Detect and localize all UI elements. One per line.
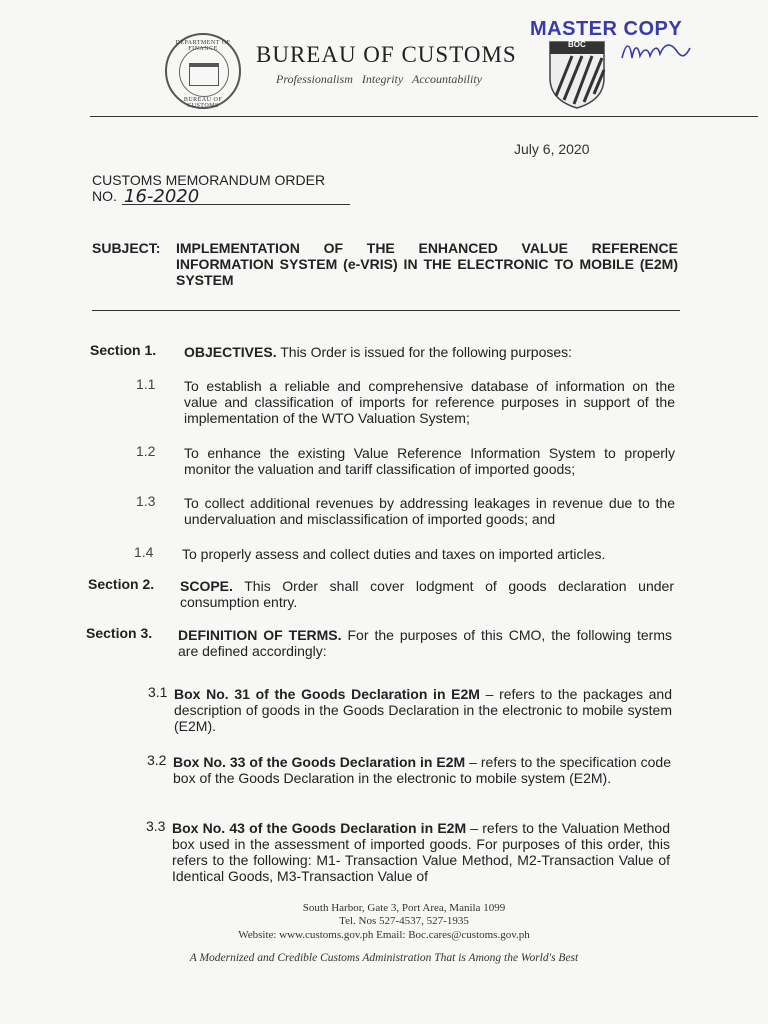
order-number-underline — [122, 204, 350, 205]
footer-address: South Harbor, Gate 3, Port Area, Manila 1099 — [302, 902, 506, 914]
order-title: CUSTOMS MEMORANDUM ORDER — [92, 172, 326, 188]
item-3-1-definition: – refers to the packages and description of goods in the Goods Declaration in the electronic to mobile system (E2M). — [174, 686, 672, 734]
item-3-2-text — [173, 754, 671, 786]
item-3-1-text — [174, 686, 672, 734]
subject-divider — [92, 310, 680, 311]
subject-label: SUBJECT: — [92, 240, 161, 256]
item-1-3-text: To collect additional revenues by addressing leakages in revenue due to the undervaluation and misclassification of imported goods; and — [184, 495, 675, 527]
item-1-4-num: 1.4 — [134, 544, 154, 560]
bureau-title: BUREAU OF CUSTOMS — [256, 42, 517, 67]
bureau-tagline: Professionalism Integrity Accountability — [276, 72, 482, 86]
building-icon — [189, 63, 219, 86]
footer-telephone: Tel. Nos 527-4537, 527-1935 — [339, 915, 469, 927]
item-3-3-term: Box No. 43 of the Goods Declaration in E2M — [172, 820, 467, 836]
seal-top-text: DEPARTMENT OF FINANCE — [175, 40, 231, 52]
section-1-heading-line — [184, 344, 674, 360]
seal-bottom-text: BUREAU OF CUSTOMS — [183, 97, 223, 109]
section-1-intro: This Order is issued for the following purposes: — [280, 344, 573, 360]
master-copy-stamp: MASTER COPY — [530, 18, 683, 40]
section-3-body — [178, 627, 672, 659]
section-3-label: Section 3. — [86, 625, 153, 641]
order-no-label: NO. — [92, 188, 117, 204]
department-of-finance-seal — [165, 33, 241, 109]
section-2-text: This Order shall cover lodgment of goods declaration under consumption entry. — [180, 578, 674, 610]
item-1-1-text: To establish a reliable and comprehensive database of information on the value and classification of imports for reference purposes in support of the implementation of the WTO Valuation System; — [184, 378, 675, 426]
order-number-handwritten: 16-2020 — [124, 186, 200, 207]
signature-scribble — [620, 38, 692, 66]
shield-label: BOC — [568, 40, 586, 49]
section-1-heading: OBJECTIVES. — [184, 344, 277, 360]
item-3-3-text — [172, 820, 670, 884]
item-3-3-num: 3.3 — [146, 818, 166, 834]
item-1-1-num: 1.1 — [136, 376, 156, 392]
item-1-2-text: To enhance the existing Value Reference Information System to properly monitor the valuation and tariff classification of imported goods; — [184, 445, 675, 477]
document-date: July 6, 2020 — [514, 141, 590, 157]
item-3-2-term: Box No. 33 of the Goods Declaration in E2M — [173, 754, 466, 770]
item-3-1-term: Box No. 31 of the Goods Declaration in E2M — [174, 686, 480, 702]
item-1-4-text: To properly assess and collect duties and taxes on imported articles. — [182, 546, 606, 562]
header-divider — [90, 116, 758, 117]
section-2-heading: SCOPE. — [180, 578, 233, 594]
section-3-heading: DEFINITION OF TERMS. — [178, 627, 342, 643]
item-3-2-definition: – refers to the specification code box of the Goods Declaration in the electronic to mobile system (E2M). — [173, 754, 671, 786]
item-3-1-num: 3.1 — [148, 684, 168, 700]
item-1-3-num: 1.3 — [136, 493, 156, 509]
section-2-label: Section 2. — [88, 576, 155, 592]
subject-text: IMPLEMENTATION OF THE ENHANCED VALUE REFERENCE INFORMATION SYSTEM (e-VRIS) IN THE ELECTRONIC TO MOBILE (E2M) SYSTEM — [176, 240, 678, 288]
item-1-2-num: 1.2 — [136, 443, 156, 459]
section-2-body — [180, 578, 674, 610]
section-3-intro: For the purposes of this CMO, the following terms are defined accordingly: — [178, 627, 673, 659]
section-1-label: Section 1. — [90, 342, 157, 358]
footer-website-email: Website: www.customs.gov.ph Email: Boc.cares@customs.gov.ph — [238, 929, 530, 941]
footer-motto: A Modernized and Credible Customs Administration That is Among the World's Best — [189, 952, 579, 964]
item-3-3-definition: – refers to the Valuation Method box used in the assessment of imported goods. For purposes of this order, this refers to the following: M1- Transaction Value Method, M2-Transaction Value of Identical Goods, M3-Transaction Value of — [172, 820, 670, 884]
item-3-2-num: 3.2 — [147, 752, 167, 768]
